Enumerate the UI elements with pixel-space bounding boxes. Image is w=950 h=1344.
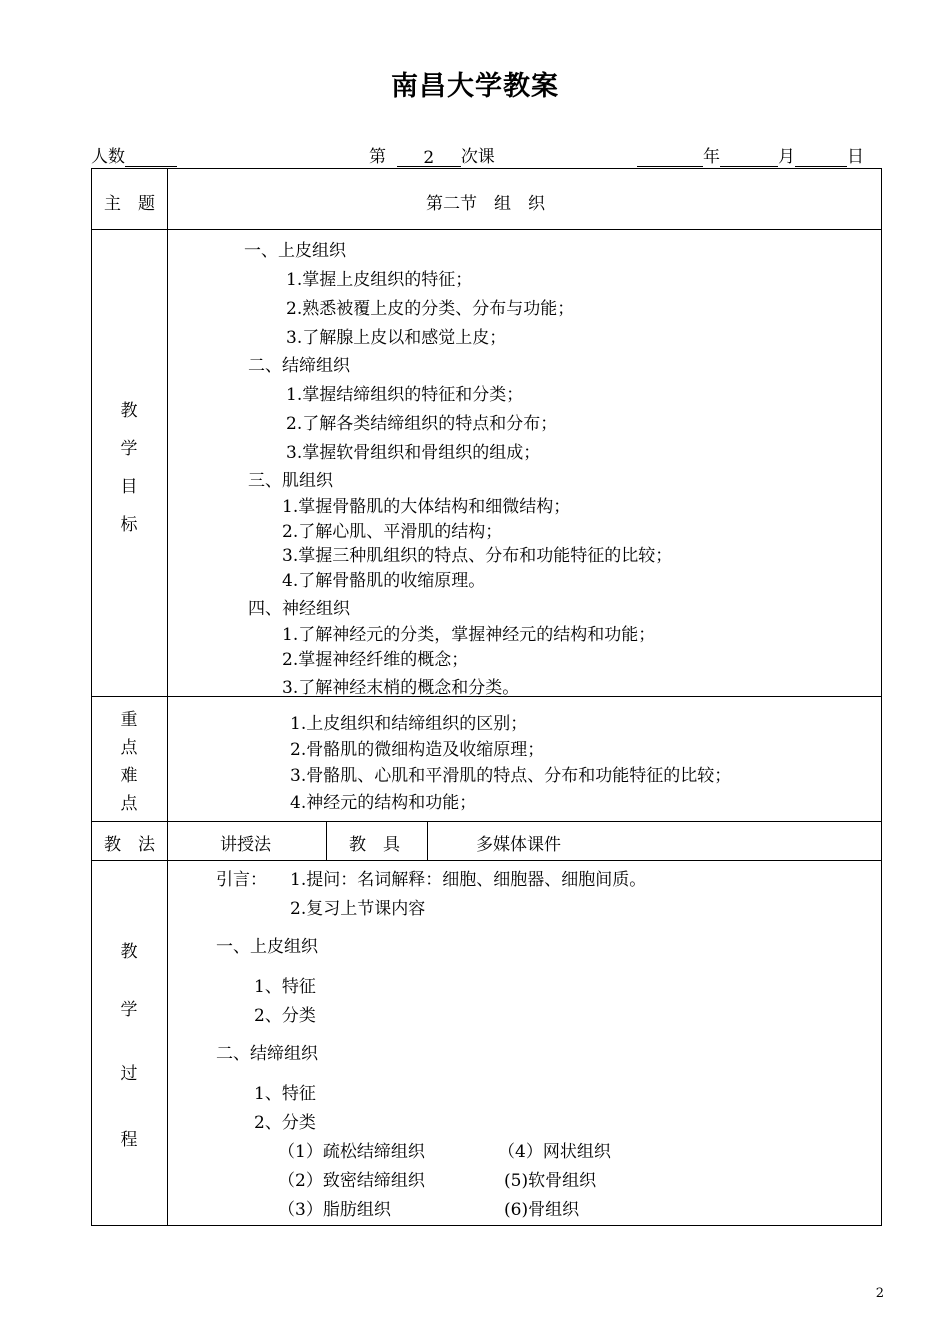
goals-label-char: 目	[120, 477, 138, 497]
count-blank	[125, 148, 177, 167]
goal-item: 2.了解心肌、平滑肌的结构；	[282, 522, 503, 542]
process-item: 1、特征	[254, 1084, 316, 1104]
tools-label-cell	[326, 821, 428, 861]
tissue-item: （1）疏松结缔组织	[278, 1142, 425, 1162]
topic-value: 第二节 组 织	[426, 194, 545, 214]
goal-item: 3.了解神经末梢的概念和分类。	[282, 678, 520, 698]
keypoint-item: 4.神经元的结构和功能；	[290, 793, 477, 813]
intro-item: 1.提问：名词解释：细胞、细胞器、细胞间质。	[290, 870, 647, 890]
intro-label: 引言：	[216, 870, 267, 890]
topic-label-cell	[91, 168, 168, 230]
goal-item: 4.了解骨骼肌的收缩原理。	[282, 571, 486, 591]
year-blank	[637, 148, 703, 167]
tissue-item: (5)软骨组织	[504, 1171, 597, 1191]
process-section: 一、上皮组织	[216, 937, 318, 957]
tissue-item: （2）致密结缔组织	[278, 1171, 425, 1191]
lesson-field	[369, 142, 495, 167]
goal-item: 1.掌握结缔组织的特征和分类；	[286, 385, 524, 405]
goals-label-char: 教	[120, 401, 138, 421]
tissue-item: （4）网状组织	[498, 1142, 611, 1162]
goals-label-cell	[91, 229, 168, 697]
day-label: 日	[847, 147, 864, 167]
process-item: 1、特征	[254, 977, 316, 997]
keypoints-label-char: 重	[120, 710, 138, 730]
process-label-cell	[91, 860, 168, 1226]
month-label: 月	[778, 147, 795, 167]
method-value-cell	[167, 821, 327, 861]
tools-label: 教 具	[349, 835, 400, 855]
goals-label-char: 标	[120, 515, 138, 535]
process-section: 二、结缔组织	[216, 1044, 318, 1064]
intro-item: 2.复习上节课内容	[290, 899, 426, 919]
process-content-cell	[167, 860, 882, 1226]
goal-item: 1.掌握骨骼肌的大体结构和细微结构；	[282, 497, 571, 517]
keypoints-label-char: 点	[120, 738, 138, 758]
lesson-number: 2	[397, 148, 461, 167]
goal-section: 四、神经组织	[248, 599, 350, 619]
tools-value-cell	[427, 821, 882, 861]
process-label-char: 学	[120, 1000, 138, 1020]
topic-label: 主 题	[104, 194, 155, 214]
goal-item: 3.了解腺上皮以和感觉上皮；	[286, 328, 507, 348]
date-field	[637, 142, 864, 167]
method-value: 讲授法	[220, 835, 271, 855]
lesson-suffix: 次课	[460, 147, 495, 167]
lesson-prefix: 第	[369, 147, 386, 167]
keypoints-label-cell	[91, 696, 168, 822]
goal-section: 一、上皮组织	[244, 241, 346, 261]
goal-item: 3.掌握软骨组织和骨组织的组成；	[286, 443, 541, 463]
process-item: 2、分类	[254, 1113, 316, 1133]
method-label: 教 法	[104, 835, 155, 855]
goal-item: 3.掌握三种肌组织的特点、分布和功能特征的比较；	[282, 546, 673, 566]
goal-item: 1.了解神经元的分类，掌握神经元的结构和功能；	[282, 625, 656, 645]
goal-item: 1.掌握上皮组织的特征；	[286, 270, 473, 290]
count-label: 人数	[91, 147, 125, 167]
keypoints-content-cell	[167, 696, 882, 822]
goal-section: 二、结缔组织	[248, 356, 350, 376]
day-blank	[795, 148, 847, 167]
goal-item: 2.了解各类结缔组织的特点和分布；	[286, 414, 558, 434]
keypoints-label-char: 点	[120, 794, 138, 814]
tissue-item: （3）脂肪组织	[278, 1200, 391, 1220]
year-label: 年	[703, 147, 720, 167]
page-number: 2	[875, 1286, 884, 1301]
keypoints-label-char: 难	[120, 766, 138, 786]
process-label-char: 程	[120, 1130, 138, 1150]
topic-value-cell	[167, 168, 882, 230]
goal-item: 2.熟悉被覆上皮的分类、分布与功能；	[286, 299, 575, 319]
tools-value: 多媒体课件	[476, 835, 561, 855]
process-label-char: 教	[120, 942, 138, 962]
count-field	[91, 142, 177, 167]
keypoint-item: 2.骨骼肌的微细构造及收缩原理；	[290, 740, 545, 760]
month-blank	[720, 148, 778, 167]
tissue-item: (6)骨组织	[504, 1200, 580, 1220]
process-label-char: 过	[120, 1064, 138, 1084]
goals-content-cell	[167, 229, 882, 697]
keypoint-item: 3.骨骼肌、心肌和平滑肌的特点、分布和功能特征的比较；	[290, 766, 732, 786]
process-item: 2、分类	[254, 1006, 316, 1026]
goal-item: 2.掌握神经纤维的概念；	[282, 650, 469, 670]
header-line	[91, 142, 881, 168]
keypoint-item: 1.上皮组织和结缔组织的区别；	[290, 714, 528, 734]
method-label-cell	[91, 821, 168, 861]
document-title: 南昌大学教案	[391, 71, 559, 102]
goal-section: 三、肌组织	[248, 471, 333, 491]
goals-label-char: 学	[120, 439, 138, 459]
